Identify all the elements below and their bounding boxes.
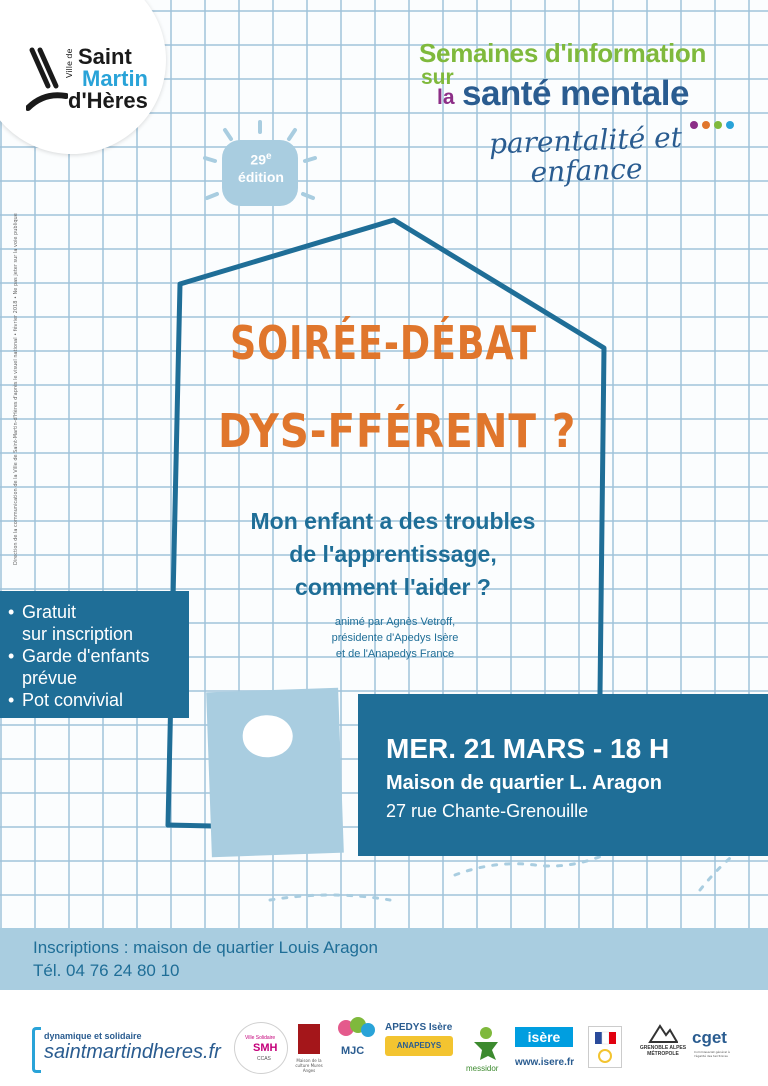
edition-number: 29 bbox=[250, 151, 266, 168]
event-host-line: et de l'Anapedys France bbox=[335, 648, 455, 660]
event-host bbox=[300, 614, 490, 662]
messidor-figure-icon bbox=[470, 1026, 502, 1062]
info-list bbox=[0, 591, 189, 711]
info-item-line: Garde d'enfants bbox=[22, 646, 150, 666]
event-title-line1: SOIRÉE-DÉBAT bbox=[230, 316, 537, 370]
campaign-dot bbox=[702, 121, 710, 129]
partner-logo-grenoble-metropole: GRENOBLE ALPES MÉTROPOLE bbox=[639, 1045, 687, 1057]
info-item-line: sur inscription bbox=[22, 624, 134, 644]
city-logo-saint: Saint bbox=[78, 44, 132, 69]
house-door bbox=[206, 688, 344, 858]
info-item bbox=[8, 601, 189, 645]
city-logo-mark-icon bbox=[26, 46, 68, 114]
edition-suffix: e bbox=[266, 151, 272, 162]
inscriptions-phone: Tél. 04 76 24 80 10 bbox=[33, 961, 180, 980]
bullet: • bbox=[8, 646, 15, 666]
info-item bbox=[8, 689, 189, 711]
event-question-line: de l'apprentissage, bbox=[289, 541, 497, 567]
event-host-line: présidente d'Apedys Isère bbox=[331, 632, 459, 644]
edition-label bbox=[222, 148, 300, 186]
partner-logo-apedys bbox=[385, 1022, 453, 1056]
footer-bracket-icon bbox=[32, 1027, 41, 1073]
bullet: • bbox=[8, 690, 15, 710]
smh-small-text: Ville Solidaire bbox=[245, 1035, 276, 1041]
campaign-dot bbox=[714, 121, 722, 129]
event-host-line: animé par Agnès Vetroff, bbox=[334, 616, 456, 628]
partner-logo-republique-francaise bbox=[588, 1026, 622, 1068]
side-credit-note: Direction de la communication de la Ville de Saint-Martin-d'Hères d'après le visuel national • février 2018 • Ne pas jeter sur la voie publique bbox=[13, 213, 19, 565]
event-question-line: Mon enfant a des troubles bbox=[250, 508, 536, 534]
partner-isere-url: www.isere.fr bbox=[515, 1057, 575, 1068]
mjc-balloons-icon bbox=[336, 1016, 376, 1046]
bullet: • bbox=[8, 602, 15, 622]
partner-logo-smh bbox=[234, 1022, 288, 1074]
campaign-title-sante: santé mentale bbox=[462, 74, 689, 113]
info-box bbox=[0, 591, 189, 718]
campaign-dots bbox=[690, 121, 734, 129]
smh-big-text: SMH bbox=[253, 1042, 278, 1054]
grenoble-mountain-icon bbox=[648, 1022, 678, 1044]
event-place: Maison de quartier L. Aragon bbox=[386, 772, 662, 794]
campaign-dot bbox=[690, 121, 698, 129]
event-date-time: MER. 21 MARS - 18 H bbox=[386, 733, 670, 764]
french-flag-icon bbox=[589, 1027, 621, 1067]
edition-word: édition bbox=[238, 168, 284, 185]
info-item-line: Pot convivial bbox=[22, 690, 124, 710]
campaign-dot bbox=[726, 121, 734, 129]
info-item-line: Gratuit bbox=[22, 602, 77, 622]
door-window bbox=[242, 714, 293, 758]
info-item bbox=[8, 645, 189, 689]
city-logo-heres: d'Hères bbox=[68, 88, 148, 113]
city-logo-martin: Martin bbox=[82, 66, 148, 91]
apedys-title: APEDYS Isère bbox=[385, 1022, 453, 1033]
campaign-theme: parentalité et enfance bbox=[488, 120, 683, 189]
smh-ccas-text: CCAS bbox=[257, 1056, 271, 1062]
partner-musee-text: Maison de la culture Mures Anges bbox=[295, 1058, 323, 1073]
partner-logo-isere: isère bbox=[515, 1027, 573, 1047]
city-logo-ville: Ville de bbox=[65, 48, 74, 78]
partner-logo-mjc: MJC bbox=[341, 1045, 365, 1057]
campaign-title-line1: Semaines d'information bbox=[419, 38, 707, 68]
info-item-line: prévue bbox=[22, 668, 78, 688]
partner-logo-messidor: messidor bbox=[466, 1064, 499, 1073]
campaign-title-sur: sur bbox=[421, 66, 454, 89]
event-question-line: comment l'aider ? bbox=[295, 574, 491, 600]
footer-tagline: dynamique et solidaire bbox=[44, 1031, 142, 1041]
footer-website-link[interactable]: saintmartindheres.fr bbox=[44, 1041, 221, 1063]
event-question bbox=[190, 505, 596, 604]
inscriptions-place: Inscriptions : maison de quartier Louis Aragon bbox=[33, 938, 378, 957]
partner-logo-musee bbox=[298, 1024, 320, 1054]
partner-logo-cget: cget bbox=[692, 1028, 727, 1047]
campaign-title-la: la bbox=[437, 86, 455, 109]
partner-cget-subtitle: Commissariat général à l'égalité des territoires bbox=[694, 1050, 730, 1058]
event-address: 27 rue Chante-Grenouille bbox=[386, 801, 589, 821]
event-title-line2: DYS-FFÉRENT ? bbox=[218, 404, 577, 458]
apedys-badge: ANAPEDYS bbox=[385, 1036, 453, 1056]
